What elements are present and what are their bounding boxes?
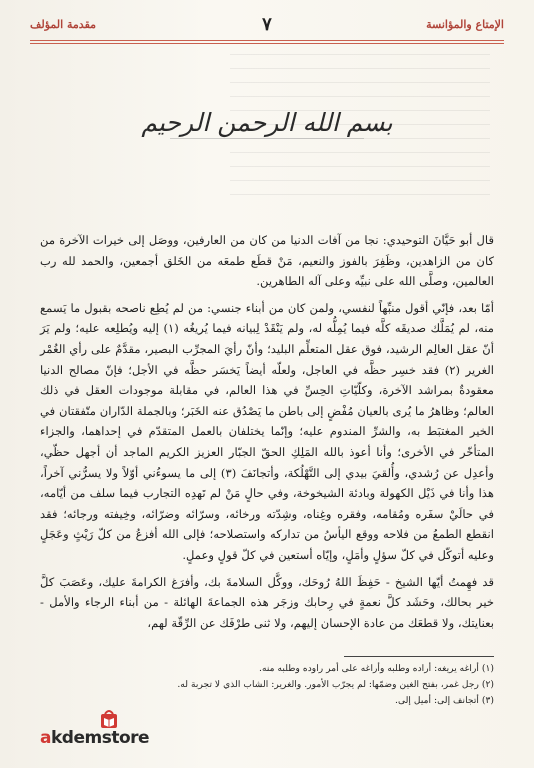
footnote-3: (٣) أتجانف إلى: أميل إلى. [395,695,494,706]
paragraph-1: قال أبو حَيَّانَ التوحيدي: نجا من آفات الدنيا من كان من العارفين، ووصَل إلى خيرات الآخرة من كان من الزاهدين، وظَفِرَ بالفوز والنعيم، مَنْ قطَع طمعَه من الخَلق أجمعين، والحمد لله رب العالمين، وصلَّى الله على نبيِّه وعلى آله الطاهرين. [40,233,494,289]
page-number: ٧ [262,14,272,35]
header-rule [30,40,504,41]
book-bag-icon [98,708,120,730]
paragraph-2: أمّا بعد، فإنّي أقول منبِّهاً لنفسي، ولمن كان من أبناء جنسي: من لم يُطِع ناصحه بقبول ما يَسمع منه، لم يُمَلَّك صديقَه كلَّه فيما يُمِلُّه له، ولم يَنْقَدْ لِبيانه فيما يُريغُه (١) إليه ويُطلِعه عليه؛ ولم يَرَ أنّ عقل العالِم الرشيد، فوق عقل المتعلِّم البليد؛ وأنّ رأيَ المجرِّب البصير، مقدَّمٌ على رأي الغُمْر الغرير (٢) فقد خسِر حظَّه في العاجل، ولعلّه أيضاً يَخسَر حظَّه في الأجل؛ فإنّ مصالح الدنيا معقودةٌ بمراشد الآخرة، وكلّيّاتِ الحِسِّ في هذا العالم، في مقابلة موجودات العقل في ذلك العالم؛ وظاهرُ ما يُرى بالعيان مُفْضٍ إلى باطن ما يَصْدُق عنه الخَبَر؛ وبالجملة الدّاران متّفقتان في الخير المغتبَط به، والشرِّ المندوم عليه؛ وإنّما يختلفان بالعمل المتقدّم في إحداهما، والجزاء المتأخّر في الأخرى؛ وأنا أعوذ بالله المَلِكِ الحقّ الجبّار العزيز الكريم الماجد أن أجهل حظّي، وأعدِل عن رُشدي، وأُلقيَ بيدي إلى التَّهْلُكة، وأتجانَفَ (٣) إلى ما يسوءُني أوّلاً ولا يسرُّني آخراً، هذا وأنا في ذَيْل الكهولة وبادئة الشيخوخة، وفي حالٍ مَنْ لم تَهدِه التجارب فيما سلف من أيّامه، في حالَيْ سفَره ومُقامه، وفقره وغِناه، وشِدّته ورخائه، وسرّائه وضرّائه، وخِيفته ورجائه؛ فقد انقطع الطمعُ من فلاحه ووقع اليأسُ من تداركه واستصلاحه؛ فإلى الله أفزعُ من كلّ رَيْثٍ وعَجَلٍ وعليه أتوكّل في كلّ سؤلٍ وأمَلٍ، وإيّاه أستعين في كلّ قولٍ وعملٍ. [40,300,495,562]
logo-wordmark [40,728,149,748]
basmala-underline [170,138,364,139]
akdemstore-logo [40,708,190,754]
footnote-1: (١) أراغه يريغه: أراده وطلبه وأراغه على أمر راوده وطلبه منه. [259,663,494,674]
footnote-2: (٢) رجل غمر، بفتح الغين وضمّها: لم يجرّب الأمور. والغرير: الشاب الذي لا تجربة له. [177,679,494,690]
main-text [40,230,494,639]
footnotes [40,661,494,709]
basmala: بسم الله الرحمن الرحيم [141,108,393,137]
paragraph-3: قد فهِمتُ أيّها الشيخ - حَفِظَ اللهُ رُوحَك، ووكَّل السلامةَ بك، وأفرَغ الكرامةَ عليك، وعَصَبَ كلَّ خير بحالك، وحَشَد كلَّ نعمةٍ في رِحابك وزجَر هذه الجماعةَ الهائلة - من أبناء الرجاء والأمل - بعنايتك، ولا قطعَك من عادة الإحسان إليهم، ولا ثنى طرْفَك عن الرِّقّة لهم، [40,574,494,630]
section-title: مقدمة المؤلف [30,18,97,31]
running-header [30,14,504,42]
header-rule-thin [30,43,504,44]
logo-letter-a: a [40,728,51,748]
footnote-separator [344,656,494,657]
logo-word-rest: kdemstore [50,728,150,748]
book-title: الإمتاع والمؤانسة [426,18,504,31]
